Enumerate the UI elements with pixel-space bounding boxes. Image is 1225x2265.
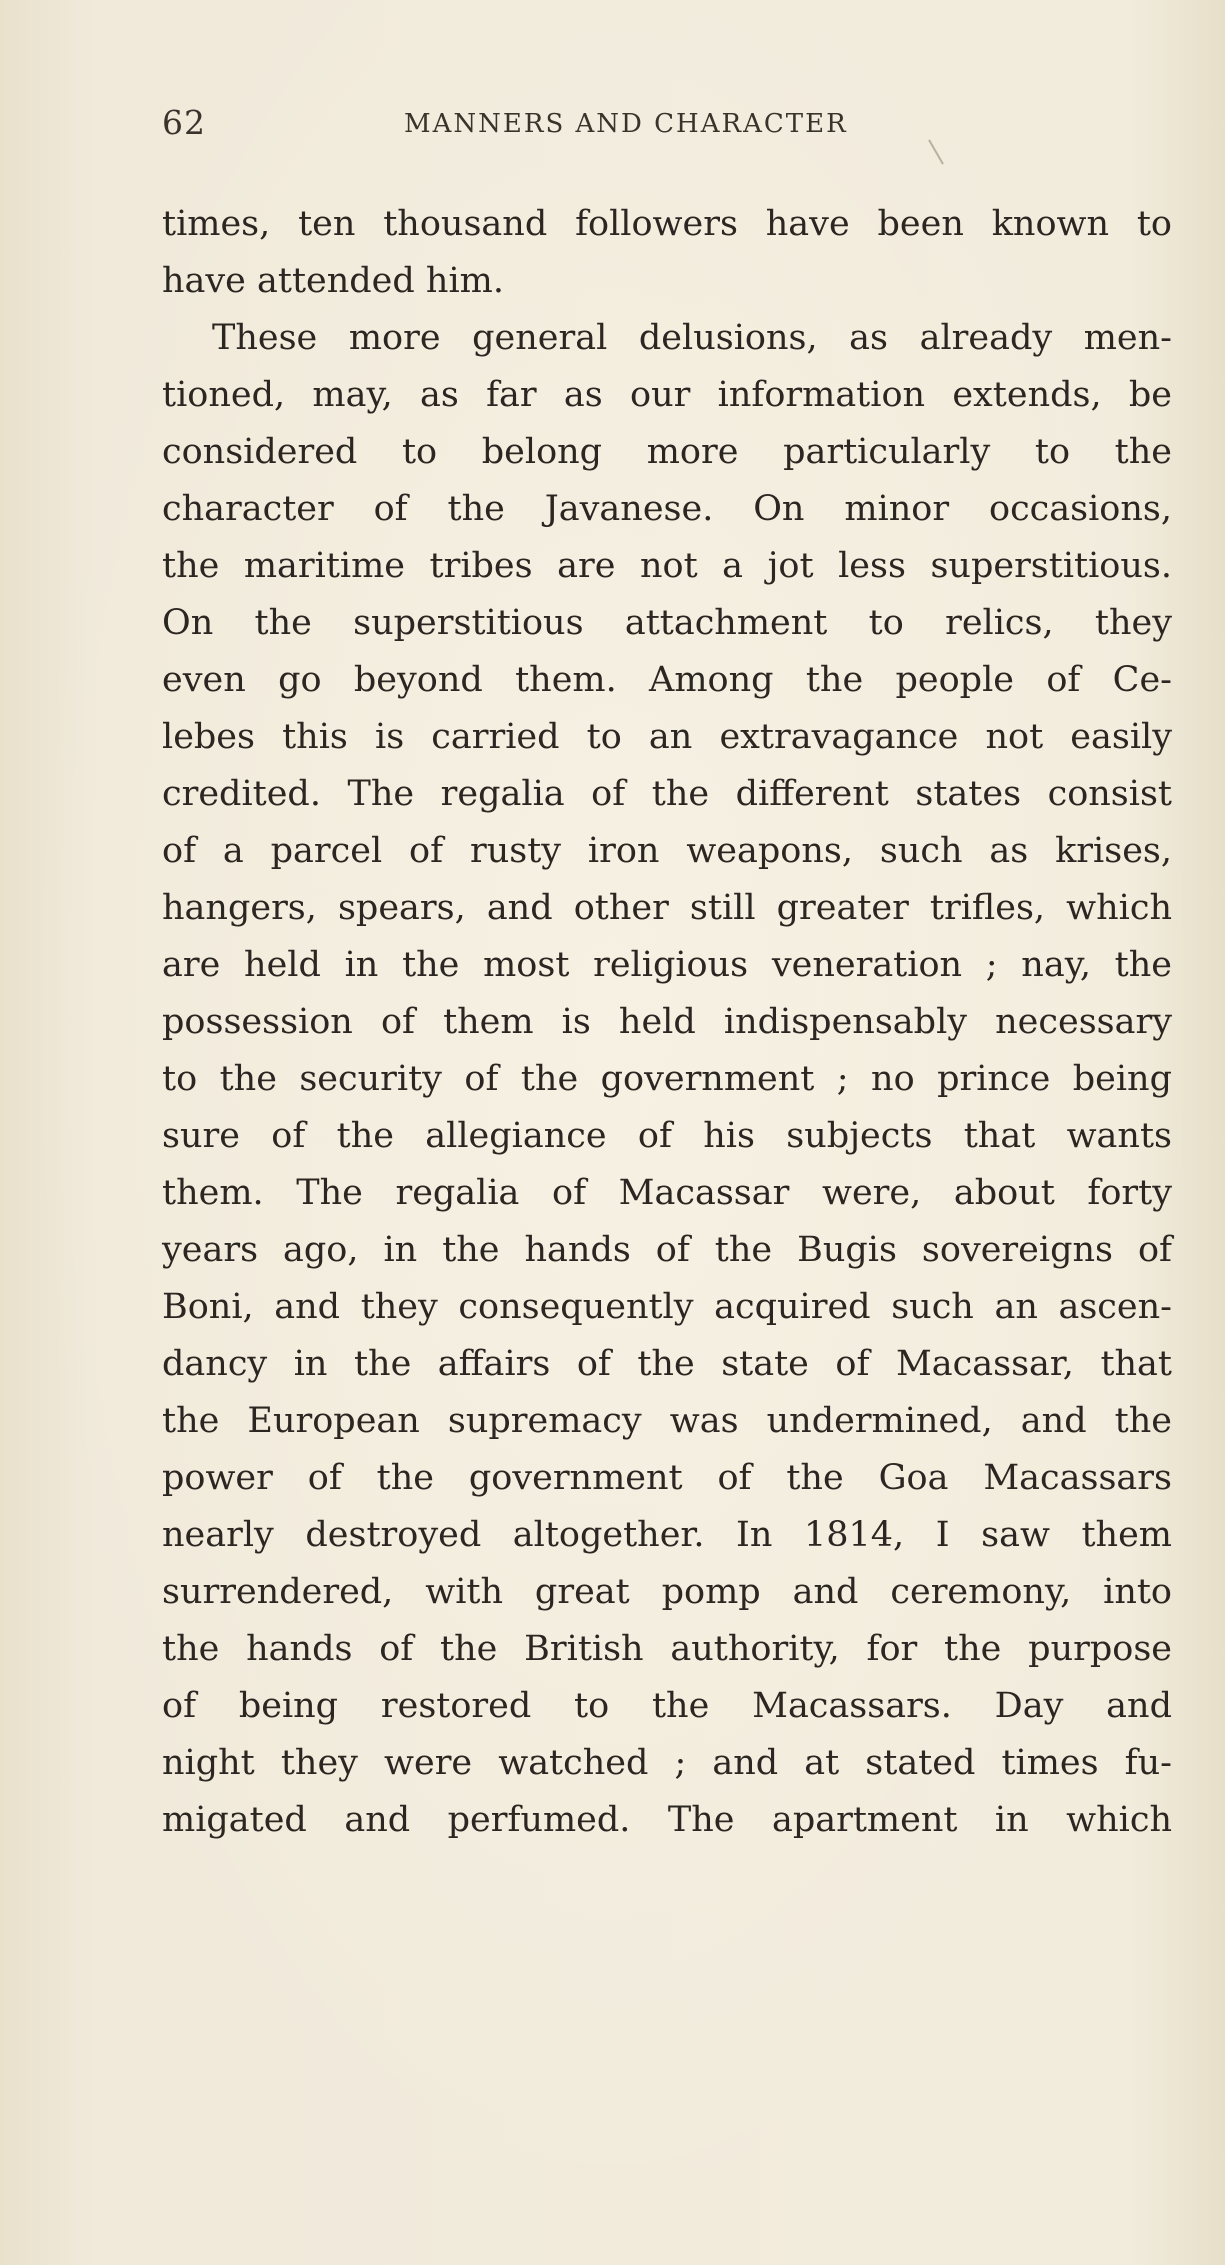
text-line: nearly destroyed altogether. In 1814, I saw them <box>162 1515 1172 1555</box>
stray-ink-mark <box>928 139 944 164</box>
text-line: surrendered, with great pomp and ceremony, into <box>162 1572 1172 1612</box>
text-line: Boni, and they consequently acquired such an ascen- <box>162 1287 1172 1327</box>
text-line: of being restored to the Macassars. Day and <box>162 1686 1172 1726</box>
text-line: migated and perfumed. The apartment in which <box>162 1800 1172 1840</box>
text-line: These more general delusions, as already men- <box>212 318 1172 358</box>
text-line: night they were watched ; and at stated times fu- <box>162 1743 1172 1783</box>
text-line: of a parcel of rusty iron weapons, such as krises, <box>162 831 1172 871</box>
text-line: credited. The regalia of the different states consist <box>162 774 1172 814</box>
text-line: lebes this is carried to an extravagance not easily <box>162 717 1172 757</box>
text-line: the European supremacy was undermined, and the <box>162 1401 1172 1441</box>
text-line: On the superstitious attachment to relics, they <box>162 603 1172 643</box>
running-title: MANNERS AND CHARACTER <box>404 109 848 139</box>
text-line: the hands of the British authority, for the purpose <box>162 1629 1172 1669</box>
text-line: tioned, may, as far as our information extends, be <box>162 375 1172 415</box>
text-line: hangers, spears, and other still greater trifles, which <box>162 888 1172 928</box>
text-line: sure of the allegiance of his subjects that wants <box>162 1116 1172 1156</box>
text-line: power of the government of the Goa Macassars <box>162 1458 1172 1498</box>
page-header <box>162 103 942 143</box>
text-line: are held in the most religious veneration ; nay, the <box>162 945 1172 985</box>
text-line: the maritime tribes are not a jot less superstitious. <box>162 546 1172 586</box>
text-line: possession of them is held indispensably necessary <box>162 1002 1172 1042</box>
body-text <box>162 196 1172 1849</box>
text-line: to the security of the government ; no prince being <box>162 1059 1172 1099</box>
text-line: even go beyond them. Among the people of Ce- <box>162 660 1172 700</box>
text-line: have attended him. <box>162 261 504 301</box>
text-line: character of the Javanese. On minor occasions, <box>162 489 1172 529</box>
page-number: 62 <box>162 103 206 142</box>
text-line: dancy in the affairs of the state of Macassar, that <box>162 1344 1172 1384</box>
text-line: considered to belong more particularly to the <box>162 432 1172 472</box>
text-line: times, ten thousand followers have been known to <box>162 204 1172 244</box>
text-line: years ago, in the hands of the Bugis sovereigns of <box>162 1230 1172 1270</box>
text-line: them. The regalia of Macassar were, about forty <box>162 1173 1172 1213</box>
